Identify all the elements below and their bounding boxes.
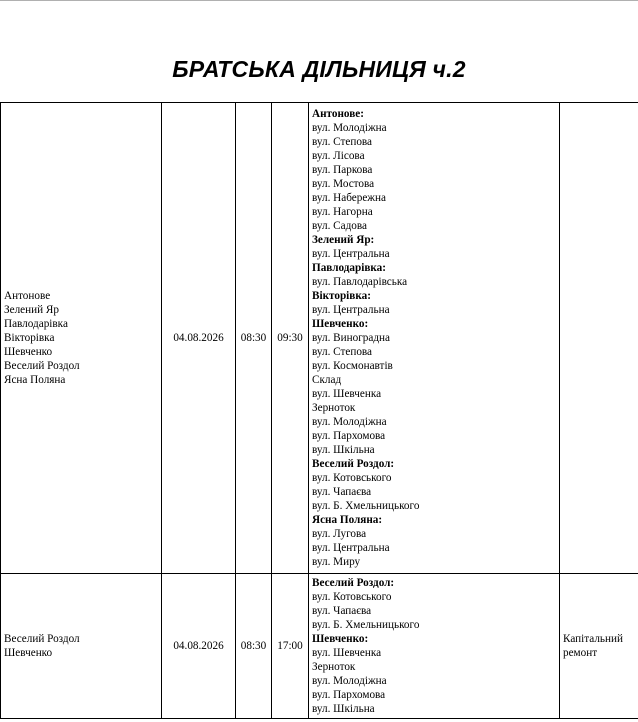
street-item: вул. Лугова — [312, 528, 367, 540]
settlement-name: Ясна Поляна — [4, 374, 66, 386]
street-item: вул. Космонавтів — [312, 360, 393, 372]
table-row — [1, 103, 638, 574]
settlement-heading: Веселий Роздол: — [312, 577, 395, 589]
street-item: вул. Степова — [312, 346, 373, 358]
street-item: вул. Молодіжна — [312, 122, 387, 134]
streets-cell — [309, 574, 560, 719]
settlements-cell — [1, 574, 162, 719]
street-item: вул. Чапаєва — [312, 605, 372, 617]
street-item: вул. Садова — [312, 220, 367, 232]
street-item: вул. Шкільна — [312, 703, 375, 715]
street-item: вул. Центральна — [312, 248, 390, 260]
streets-cell — [309, 103, 560, 574]
reason-cell — [560, 103, 638, 574]
street-item: вул. Нагорна — [312, 206, 373, 218]
street-item: вул. Центральна — [312, 542, 390, 554]
street-item: вул. Шкільна — [312, 444, 375, 456]
settlement-name: Павлодарівка — [4, 318, 68, 330]
settlement-heading: Павлодарівка: — [312, 262, 386, 274]
reason-text: ремонт — [563, 647, 598, 659]
time-start-cell: 08:30 — [236, 574, 272, 719]
street-item: вул. Молодіжна — [312, 675, 387, 687]
settlement-heading: Веселий Роздол: — [312, 458, 395, 470]
outage-schedule-table — [0, 102, 638, 719]
settlement-heading: Шевченко: — [312, 633, 369, 645]
street-item: Склад — [312, 374, 342, 386]
street-item: вул. Шевченка — [312, 647, 382, 659]
street-item: вул. Б. Хмельницького — [312, 500, 420, 512]
street-item: вул. Виноградна — [312, 332, 391, 344]
street-item: Зерноток — [312, 402, 356, 414]
settlement-heading: Зелений Яр: — [312, 234, 375, 246]
settlements-cell — [1, 103, 162, 574]
reason-cell — [560, 574, 638, 719]
street-item: вул. Б. Хмельницького — [312, 619, 420, 631]
street-item: вул. Чапаєва — [312, 486, 372, 498]
settlement-heading: Шевченко: — [312, 318, 369, 330]
street-item: вул. Пархомова — [312, 689, 386, 701]
time-end-cell: 09:30 — [272, 103, 309, 574]
street-item: вул. Лісова — [312, 150, 365, 162]
street-item: вул. Миру — [312, 556, 361, 568]
page-title: БРАТСЬКА ДІЛЬНИЦЯ ч.2 — [172, 56, 466, 82]
time-end-cell: 17:00 — [272, 574, 309, 719]
settlement-name: Шевченко — [4, 346, 53, 358]
settlement-name: Вікторівка — [4, 332, 55, 344]
settlement-heading: Ясна Поляна: — [312, 514, 383, 526]
settlement-name: Веселий Роздол — [4, 633, 80, 645]
street-item: вул. Павлодарівська — [312, 276, 408, 288]
street-item: вул. Пархомова — [312, 430, 386, 442]
settlement-name: Антонове — [4, 290, 51, 302]
time-start-cell: 08:30 — [236, 103, 272, 574]
date-cell: 04.08.2026 — [162, 574, 236, 719]
street-item: вул. Шевченка — [312, 388, 382, 400]
settlement-heading: Вікторівка: — [312, 290, 371, 302]
reason-text: Капітальний — [563, 633, 623, 645]
date-cell: 04.08.2026 — [162, 103, 236, 574]
street-item: вул. Центральна — [312, 304, 390, 316]
top-rule — [0, 0, 638, 1]
street-item: вул. Котовського — [312, 472, 392, 484]
street-item: вул. Мостова — [312, 178, 375, 190]
settlement-name: Зелений Яр — [4, 304, 59, 316]
street-item: вул. Молодіжна — [312, 416, 387, 428]
table-row — [1, 574, 638, 719]
street-item: вул. Степова — [312, 136, 373, 148]
street-item: вул. Котовського — [312, 591, 392, 603]
settlement-name: Шевченко — [4, 647, 53, 659]
settlement-heading: Антонове: — [312, 108, 364, 120]
street-item: вул. Паркова — [312, 164, 373, 176]
settlement-name: Веселий Роздол — [4, 360, 80, 372]
street-item: вул. Набережна — [312, 192, 386, 204]
street-item: Зерноток — [312, 661, 356, 673]
